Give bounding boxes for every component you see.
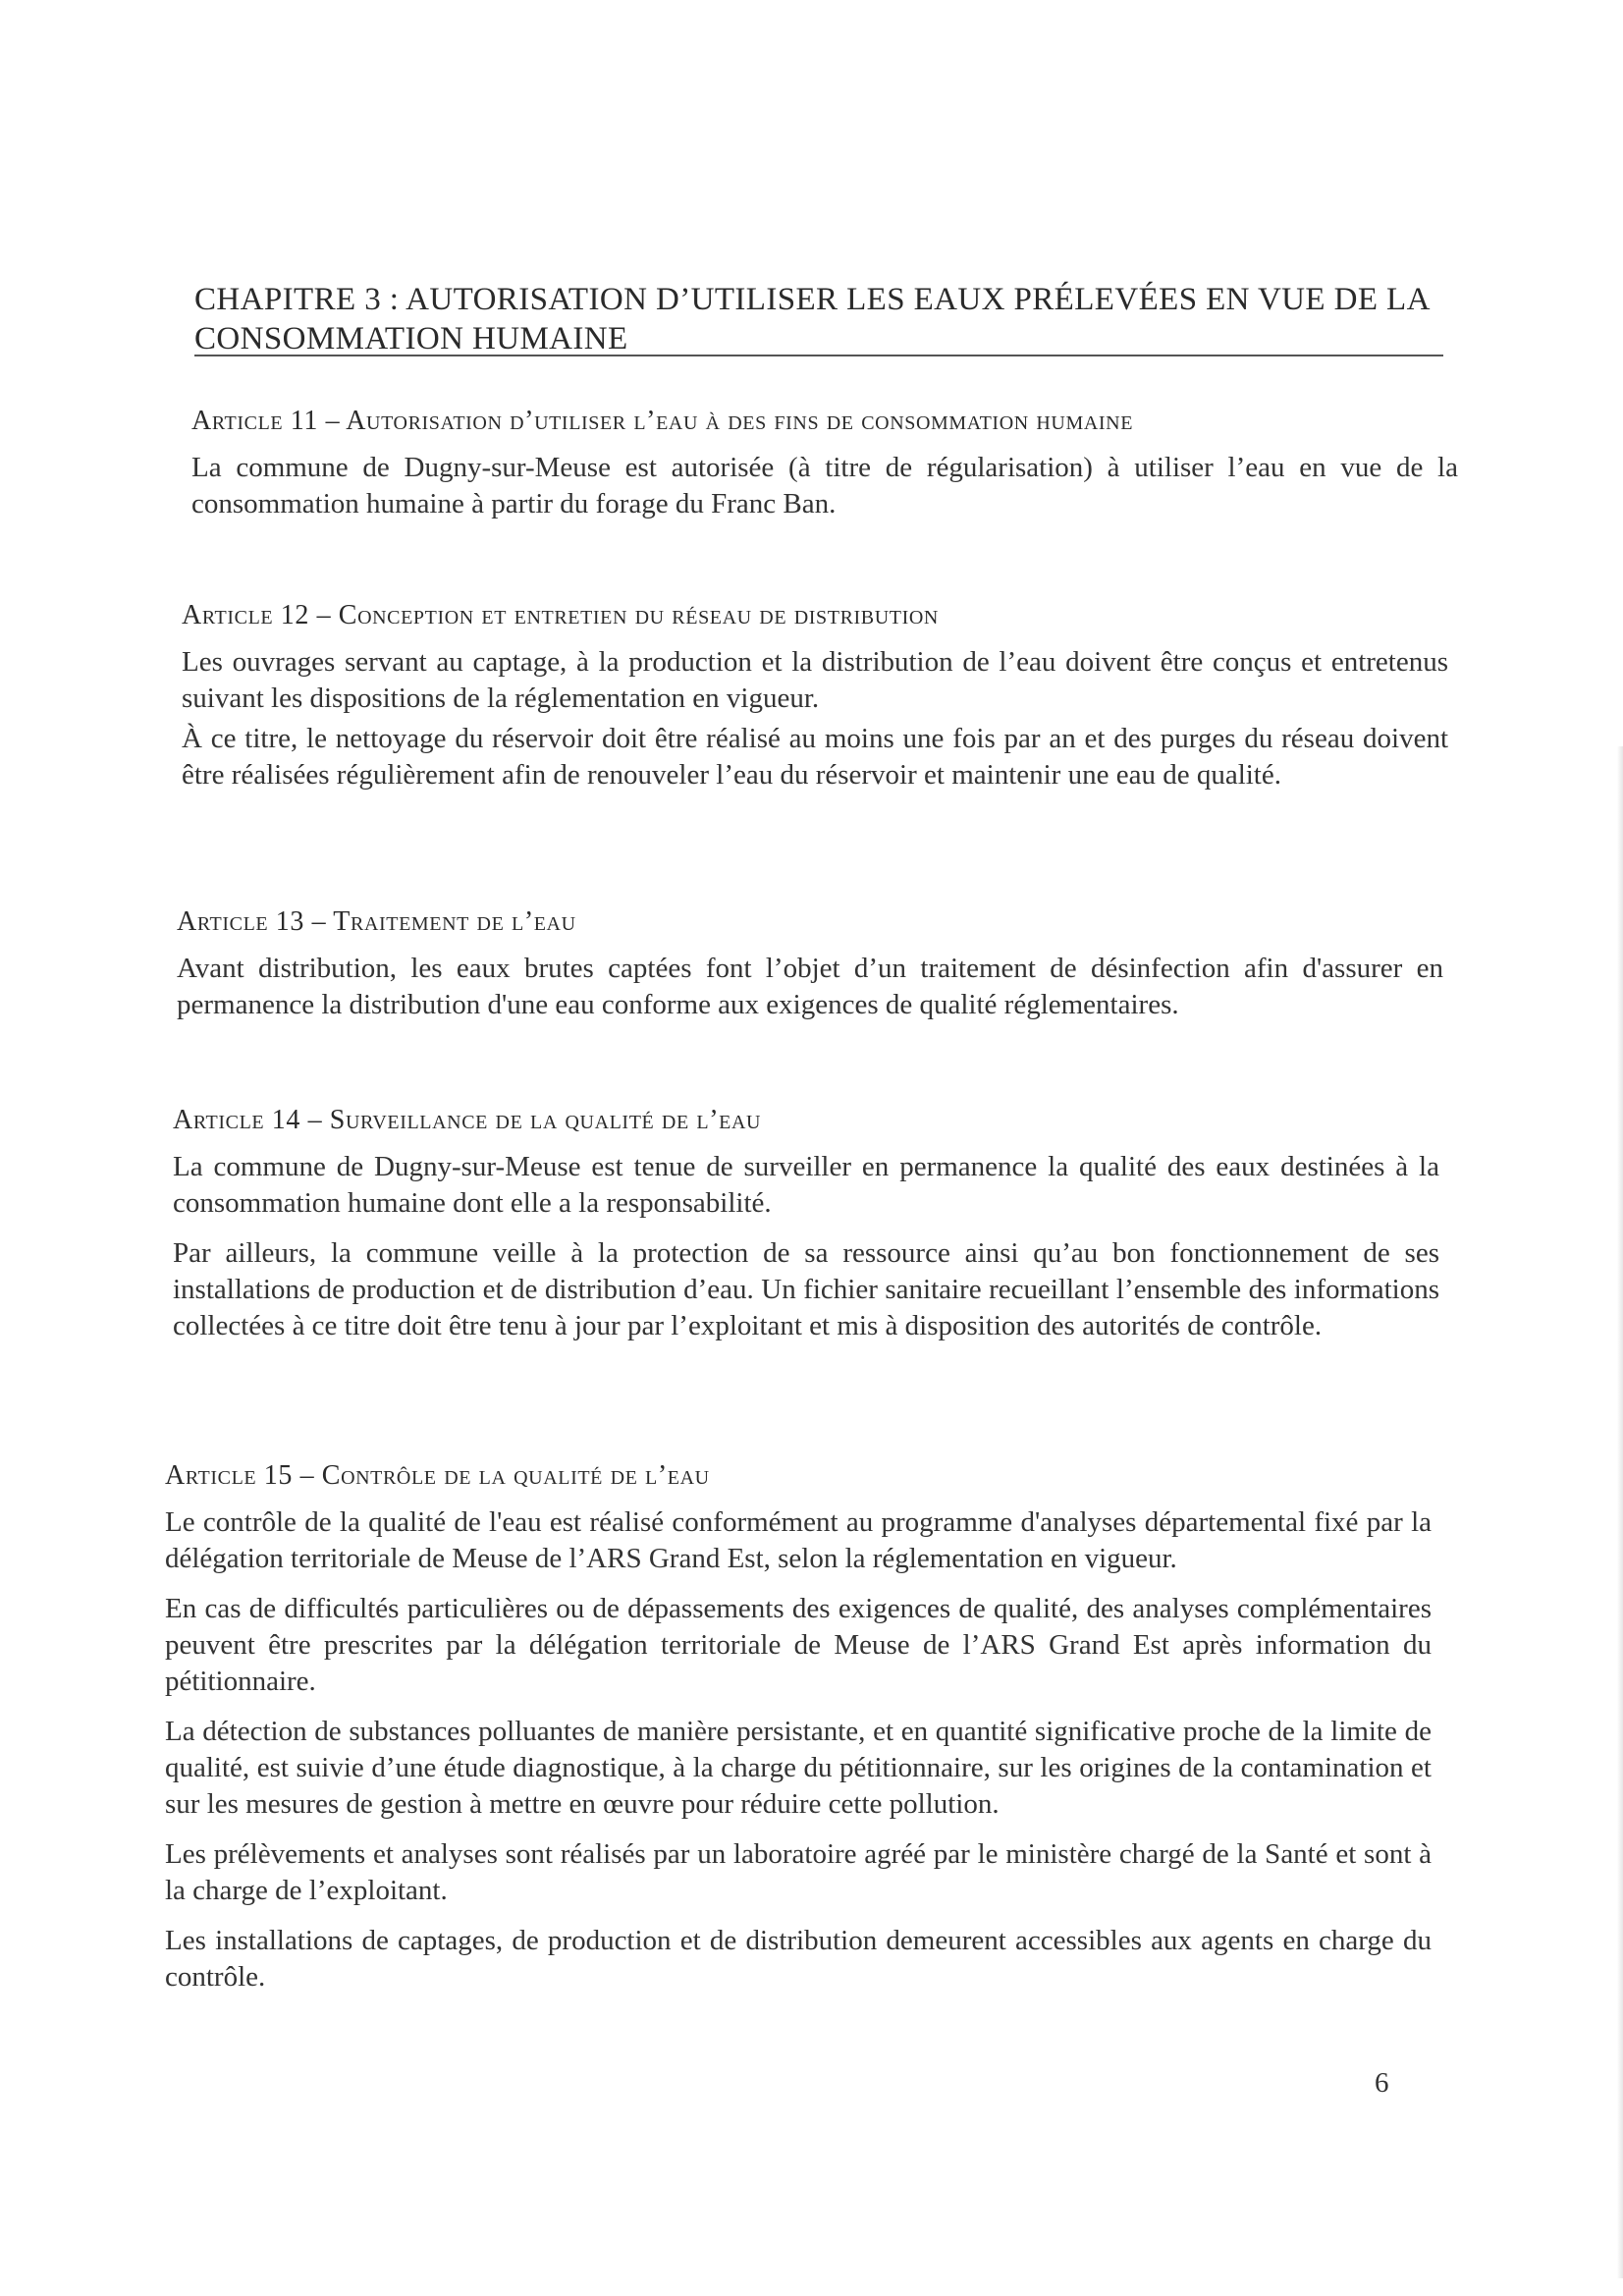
article-paragraph: La commune de Dugny-sur-Meuse est autorisée (à titre de régularisation) à utiliser l’eau en vue de la consommation humaine à partir du forage du Franc Ban. <box>191 452 1458 519</box>
article-12 <box>182 599 1448 807</box>
article-heading: Article 14 – Surveillance de la qualité de l’eau <box>173 1105 762 1135</box>
article-paragraph: À ce titre, le nettoyage du réservoir doit être réalisé au moins une fois par an et des purges du réseau doivent être réalisées régulièrement afin de renouveler l’eau du réservoir et maintenir une eau de qualité. <box>182 723 1448 791</box>
scan-edge-shadow <box>1617 746 1623 2278</box>
article-paragraph: Les installations de captages, de production et de distribution demeurent accessibles aux agents en charge du contrôle. <box>165 1925 1432 1993</box>
article-paragraph: En cas de difficultés particulières ou de dépassements des exigences de qualité, des analyses complémentaires peuvent être prescrites par la délégation territoriale de Meuse de l’ARS Grand Est après information du pétitionnaire. <box>165 1593 1432 1697</box>
article-13 <box>177 905 1443 1037</box>
article-15 <box>165 1459 1432 2009</box>
chapter-title: CHAPITRE 3 : AUTORISATION D’UTILISER LES EAUX PRÉLEVÉES EN VUE DE LA CONSOMMATION HUMAINE <box>194 282 1430 356</box>
article-heading: Article 12 – Conception et entretien du réseau de distribution <box>182 600 939 630</box>
article-paragraph: La commune de Dugny-sur-Meuse est tenue de surveiller en permanence la qualité des eaux destinées à la consommation humaine dont elle a la responsabilité. <box>173 1151 1439 1219</box>
article-paragraph: Les prélèvements et analyses sont réalisés par un laboratoire agréé par le ministère chargé de la Santé et sont à la charge de l’exploitant. <box>165 1838 1432 1906</box>
article-heading: Article 15 – Contrôle de la qualité de l’eau <box>165 1460 710 1491</box>
article-heading: Article 11 – Autorisation d’utiliser l’eau à des fins de consommation humaine <box>191 406 1134 436</box>
article-14 <box>173 1104 1439 1358</box>
article-11 <box>191 405 1458 536</box>
article-paragraph: Les ouvrages servant au captage, à la production et la distribution de l’eau doivent être conçus et entretenus suivant les dispositions de la réglementation en vigueur. <box>182 646 1448 714</box>
article-paragraph: Le contrôle de la qualité de l'eau est réalisé conformément au programme d'analyses départemental fixé par la délégation territoriale de Meuse de l’ARS Grand Est, selon la réglementation en vigueur. <box>165 1506 1432 1574</box>
article-paragraph: La détection de substances polluantes de manière persistante, et en quantité significative proche de la limite de qualité, est suivie d’une étude diagnostique, à la charge du pétitionnaire, sur les origines de la contamination et sur les mesures de gestion à mettre en œuvre pour réduire cette pollution. <box>165 1716 1432 1820</box>
article-heading: Article 13 – Traitement de l’eau <box>177 906 576 937</box>
article-paragraph: Par ailleurs, la commune veille à la protection de sa ressource ainsi qu’au bon fonctionnement de ses installations de production et de distribution d’eau. Un fichier sanitaire recueillant l’ensemble des informations collectées à ce titre doit être tenu à jour par l’exploitant et mis à disposition des autorités de contrôle. <box>173 1237 1439 1341</box>
chapter-title-underline <box>194 355 1443 356</box>
article-paragraph: Avant distribution, les eaux brutes captées font l’objet d’un traitement de désinfection afin d'assurer en permanence la distribution d'une eau conforme aux exigences de qualité réglementaires. <box>177 953 1443 1020</box>
page-number: 6 <box>1375 2067 1389 2099</box>
